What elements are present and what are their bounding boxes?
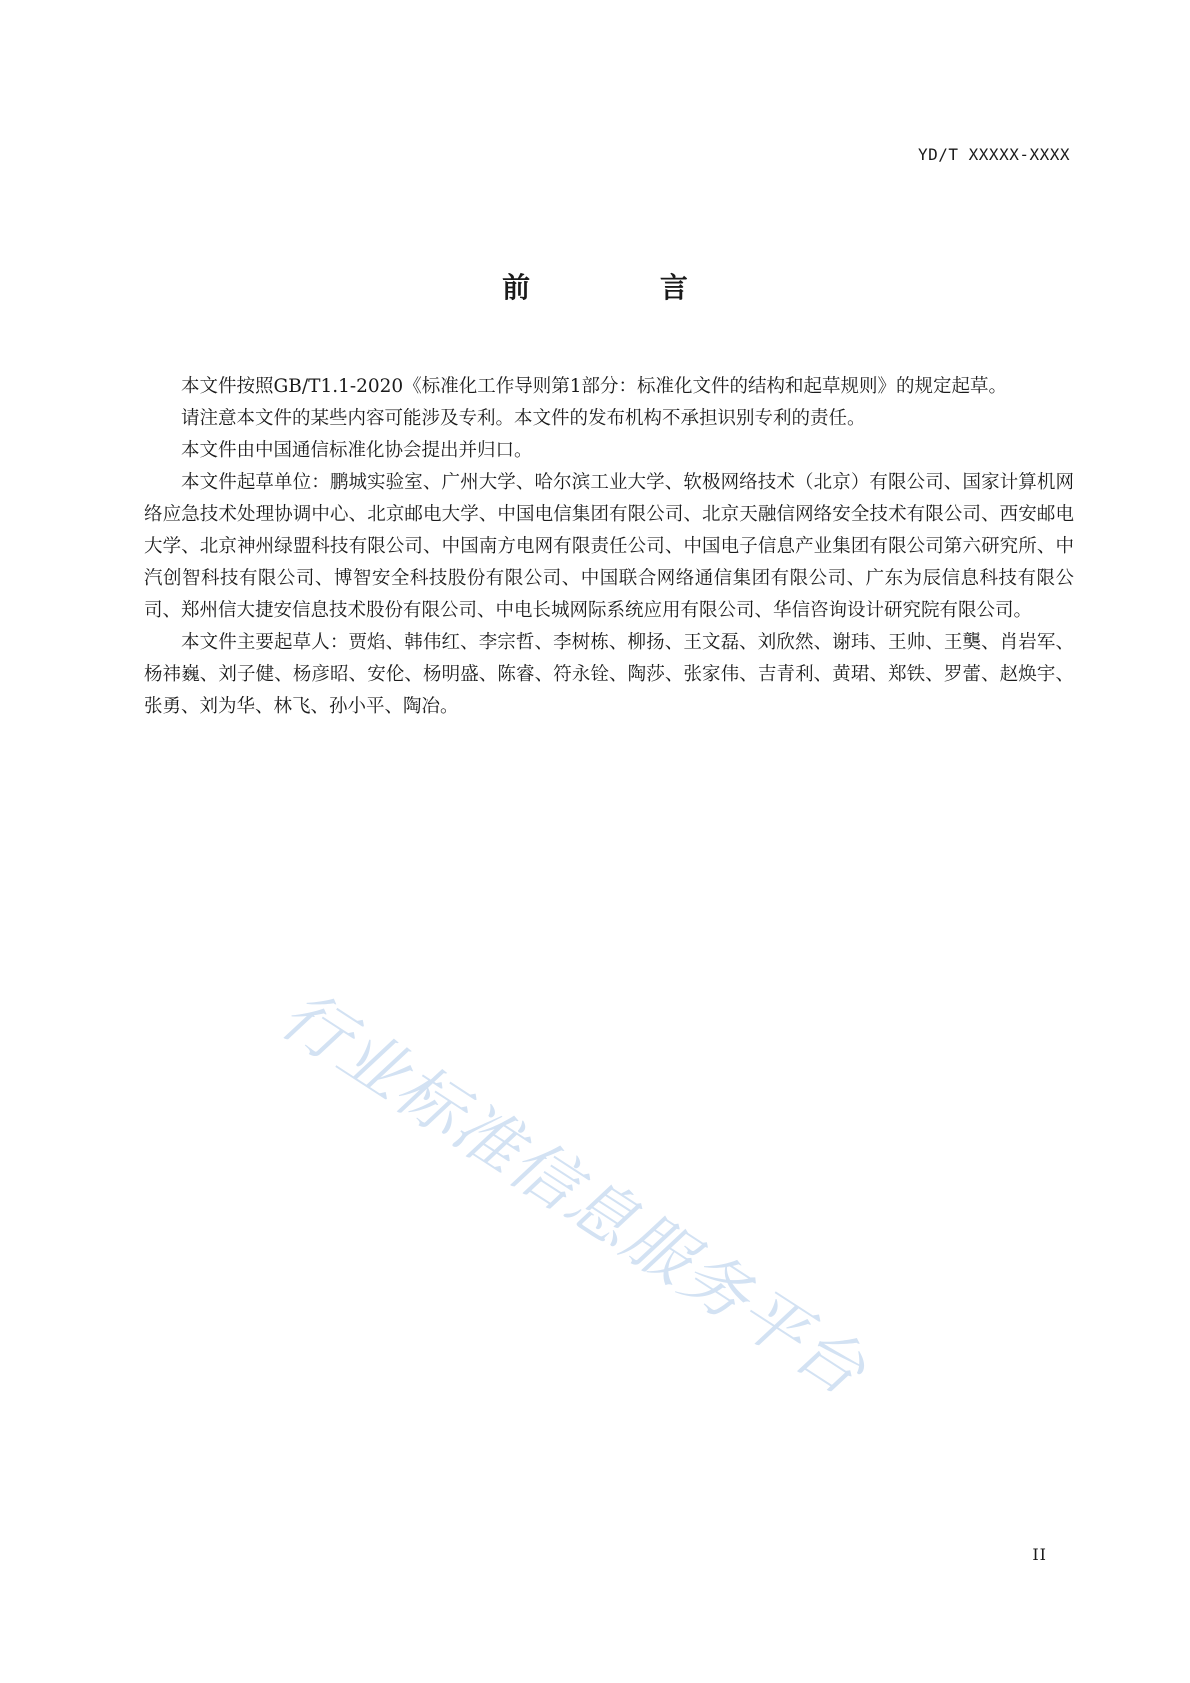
paragraph-proposer: 本文件由中国通信标准化协会提出并归口。 [181,440,533,461]
document-code: YD/T XXXXX-XXXX [918,145,1070,164]
paragraph-drafters: 本文件主要起草人：贾焰、韩伟红、李宗哲、李树栋、柳扬、王文磊、刘欣然、谢玮、王帅、王龑、肖岩军、杨祎巍、刘子健、杨彦昭、安伦、杨明盛、陈睿、符永铨、陶莎、张家伟、吉青利、黄珺、郑铁、罗蕾、赵焕宇、张勇、刘为华、林飞、孙小平、陶冶。 [144,632,1074,717]
watermark: 行业标准信息服务平台 [267,975,880,1411]
body-text [144,371,1074,723]
paragraph-patent-notice: 请注意本文件的某些内容可能涉及专利。本文件的发布机构不承担识别专利的责任。 [181,408,866,429]
page-number: II [1032,1545,1047,1564]
paragraph-drafting-units: 本文件起草单位：鹏城实验室、广州大学、哈尔滨工业大学、软极网络技术（北京）有限公司、国家计算机网络应急技术处理协调中心、北京邮电大学、中国电信集团有限公司、北京天融信网络安全技术有限公司、西安邮电大学、北京神州绿盟科技有限公司、中国南方电网有限责任公司、中国电子信息产业集团有限公司第六研究所、中汽创智科技有限公司、博智安全科技股份有限公司、中国联合网络通信集团有限公司、广东为辰信息科技有限公司、郑州信大捷安信息技术股份有限公司、中电长城网际系统应用有限公司、华信咨询设计研究院有限公司。 [144,472,1074,621]
paragraph-drafting-rules: 本文件按照GB/T1.1-2020《标准化工作导则第1部分：标准化文件的结构和起草规则》的规定起草。 [181,376,1007,397]
page-title: 前 言 [502,271,748,304]
